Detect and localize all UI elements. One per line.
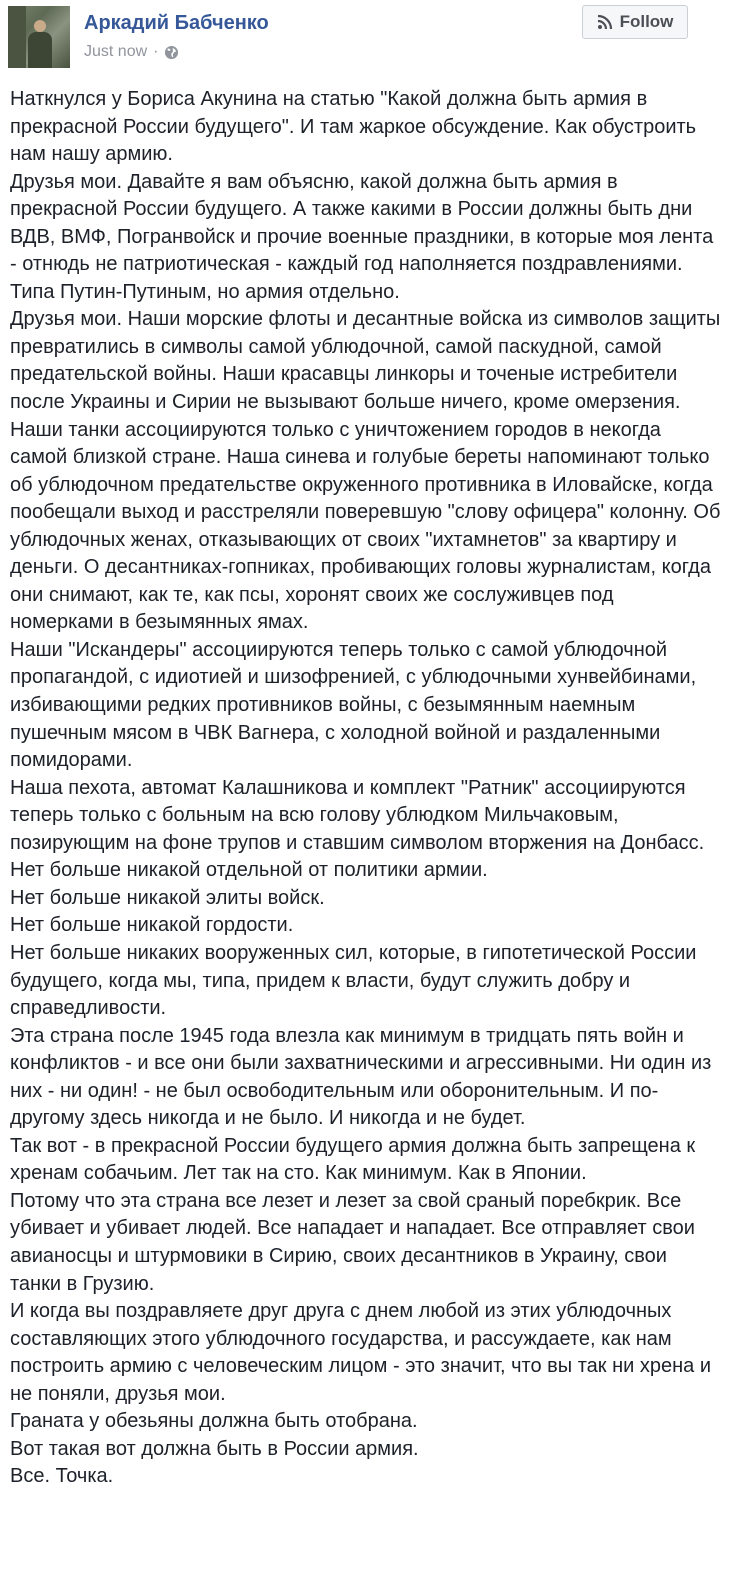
- post-paragraph: Вот такая вот должна быть в России армия.: [10, 1437, 419, 1460]
- post-paragraph: Наши "Искандеры" ассоциируются теперь только с самой ублюдочной пропагандой, с идиотией и шизофренией, с ублюдочными хунвейбинами, избивающими редких противников войны, с безымянным наемным пушечным мясом в ЧВК Вагнера, с холодной войной и раздаленными помидорами.: [10, 638, 697, 772]
- post-paragraph: Так вот - в прекрасной России будущего армия должна быть запрещена к хренам собачьим. Лет так на сто. Как минимум. Как в Японии.: [10, 1134, 696, 1185]
- post-header: [0, 0, 730, 72]
- post-body: [10, 86, 722, 1491]
- post-paragraph: Наткнулся у Бориса Акунина на статью "Какой должна быть армия в прекрасной России будущего". И там жаркое обсуждение. Как обустроить нам нашу армию.: [10, 88, 697, 166]
- post-timestamp[interactable]: Just now: [84, 43, 148, 60]
- post-meta: [84, 43, 179, 61]
- post-paragraph: Друзья мои. Наши морские флоты и десантные войска из символов защиты превратились в символы самой ублюдочной, самой паскудной, самой предательской войны. Наши красавцы линкоры и точеные истребители после Украины и Сирии не вызывают больше ничего, кроме омерзения. Наши танки ассоциируются только с уничтожением городов в некогда самой близкой стране. Наша синева и голубые береты напоминают только об ублюдочном предательстве окруженного противника в Иловайске, когда пообещали выход и расстреляли поверевшую "слову офицера" колонну. Об ублюдочных женах, отказывающих от своих "ихтамнетов" за квартиру и деньги. О десантниках-гопниках, пробивающих головы журналистам, когда они снимают, как те, как псы, хоронят своих же сослуживцев под номерками в безымянных ямах.: [10, 308, 721, 634]
- post-paragraph: Нет больше никакой элиты войск.: [10, 886, 325, 909]
- globe-icon[interactable]: [164, 45, 179, 60]
- avatar-figure-head: [34, 20, 46, 32]
- follow-button[interactable]: [582, 5, 688, 39]
- follow-label: Follow: [619, 12, 674, 31]
- meta-separator: ·: [153, 43, 159, 60]
- post-paragraph: Нет больше никаких вооруженных сил, которые, в гипотетической России будущего, когда мы, типа, придем к власти, будут служить добру и справедливости.: [10, 941, 697, 1020]
- avatar-figure-body: [28, 32, 52, 68]
- avatar-background: [8, 6, 26, 68]
- post-paragraph: И когда вы поздравляете друг друга с днем любой из этих ублюдочных составляющих этого ублюдочного государства, и рассуждаете, как нам построить армию с человеческим лицом - это значит, что вы так ни хрена и не поняли, друзья мои.: [10, 1300, 711, 1405]
- avatar[interactable]: [8, 6, 70, 68]
- post-paragraph: Граната у обезьяны должна быть отобрана.: [10, 1410, 418, 1433]
- post-paragraph: Потому что эта страна все лезет и лезет за свой сраный поребкрик. Все убивает и убивает людей. Все нападает и нападает. Все отправляет свои авианосцы и штурмовики в Сирию, своих десантников в Украину, свои танки в Грузию.: [10, 1189, 695, 1295]
- post-paragraph: Наша пехота, автомат Калашникова и комплект "Ратник" ассоциируются теперь только с больным на всю голову ублюдком Мильчаковым, позирующим на фоне трупов и ставшим символом вторжения на Донбасс.: [10, 776, 705, 854]
- post-paragraph: Нет больше никакой отдельной от политики армии.: [10, 859, 488, 882]
- post-paragraph: Нет больше никакой гордости.: [10, 914, 294, 937]
- post-paragraph: Эта страна после 1945 года влезла как минимум в тридцать пять войн и конфликтов - и все они были захватническими и агрессивными. Ни один из них - ни один! - не был освободительным или оборонительным. И по-другому здесь никогда и не было. И никогда и не будет.: [10, 1024, 712, 1130]
- author-name[interactable]: Аркадий Бабченко: [84, 12, 269, 34]
- post-paragraph: Друзья мои. Давайте я вам объясню, какой должна быть армия в прекрасной России будущего. А также какими в России должны быть дни ВДВ, ВМФ, Погранвойск и прочие военные праздники, в которые моя лента - отнюдь не патриотическая - каждый год наполняется поздравлениями. Типа Путин-Путиным, но армия отдельно.: [10, 170, 714, 303]
- rss-icon: [597, 14, 613, 30]
- post-paragraph: Все. Точка.: [10, 1465, 114, 1488]
